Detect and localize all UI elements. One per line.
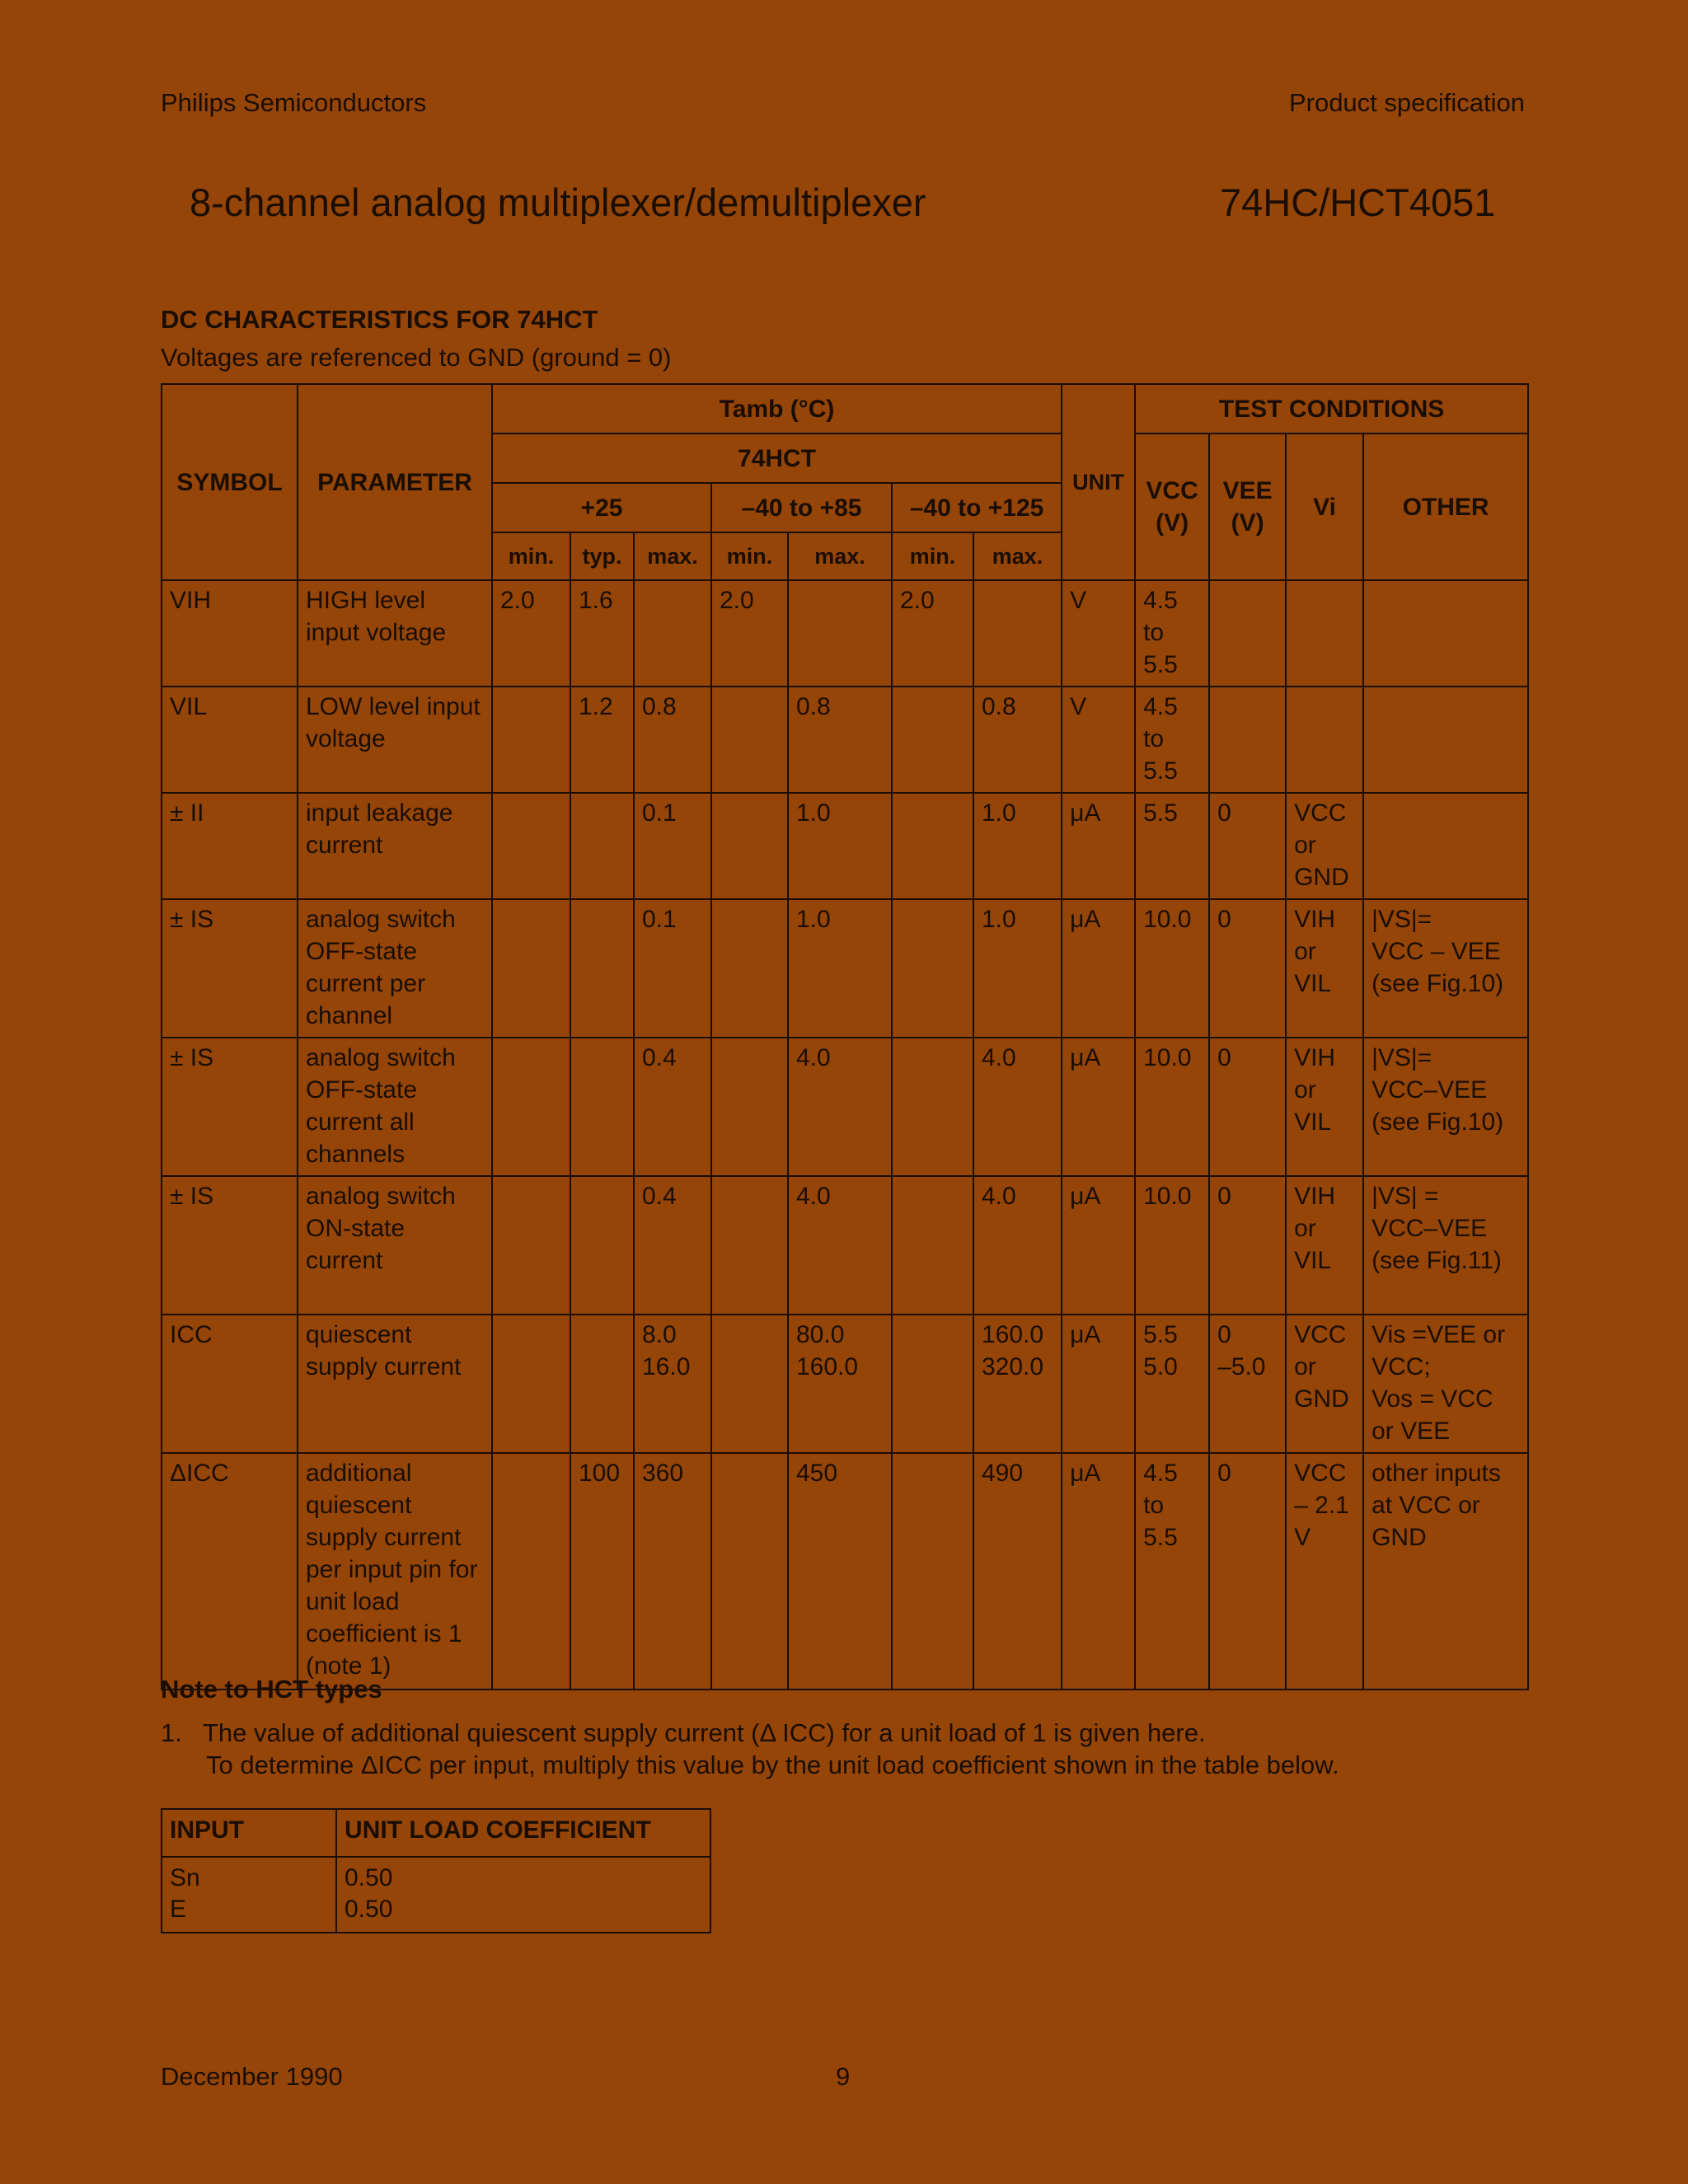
header-min: min. <box>711 532 788 580</box>
table-row <box>162 1315 1528 1453</box>
company-name: Philips Semiconductors <box>161 88 427 117</box>
cell-typ25: 100 <box>570 1453 634 1690</box>
table-row <box>162 793 1528 899</box>
cell-min125: 2.0 <box>892 580 973 687</box>
cell-max25: 8.0 16.0 <box>634 1315 711 1453</box>
cell-max125: 4.0 <box>973 1038 1062 1176</box>
cell-other: Vis =VEE or VCC; Vos = VCC or VEE <box>1363 1315 1528 1453</box>
cell-parameter: analog switch ON-state current <box>298 1176 492 1315</box>
cell-vcc: 10.0 <box>1135 1176 1209 1315</box>
cell-max25: 360 <box>634 1453 711 1690</box>
header-parameter: PARAMETER <box>298 384 492 580</box>
document-title: 8-channel analog multiplexer/demultiplexer <box>190 180 926 224</box>
header-min: min. <box>892 532 973 580</box>
note-number: 1. <box>161 1718 182 1747</box>
cell-vi: VCC or GND <box>1286 793 1363 899</box>
cell-min125 <box>892 899 973 1038</box>
cell-vee: 0 <box>1209 1038 1286 1176</box>
header-min: min. <box>492 532 570 580</box>
note-text-line-2: To determine ΔICC per input, multiply this value by the unit load coefficient shown in the table below. <box>206 1750 1339 1779</box>
cell-vcc: 10.0 <box>1135 899 1209 1038</box>
cell-inputs: Sn E <box>162 1857 336 1933</box>
header-typ: typ. <box>570 532 634 580</box>
cell-max125: 1.0 <box>973 793 1062 899</box>
header-other: OTHER <box>1363 434 1528 580</box>
cell-max125 <box>973 580 1062 687</box>
cell-min125 <box>892 793 973 899</box>
cell-max85: 450 <box>788 1453 892 1690</box>
cell-unit: V <box>1062 580 1135 687</box>
cell-symbol: ΔICC <box>162 1453 298 1690</box>
table-row <box>162 899 1528 1038</box>
cell-parameter: input leakage current <box>298 793 492 899</box>
cell-typ25 <box>570 1038 634 1176</box>
cell-unit: μA <box>1062 1453 1135 1690</box>
cell-min85 <box>711 793 788 899</box>
cell-max25: 0.4 <box>634 1038 711 1176</box>
cell-typ25: 1.2 <box>570 687 634 793</box>
cell-unit: μA <box>1062 899 1135 1038</box>
cell-parameter: LOW level input voltage <box>298 687 492 793</box>
table-row <box>162 1857 710 1933</box>
cell-vi: VCC – 2.1 V <box>1286 1453 1363 1690</box>
cell-typ25: 1.6 <box>570 580 634 687</box>
table-row <box>162 1453 1528 1690</box>
cell-parameter: analog switch OFF-state current per channel <box>298 899 492 1038</box>
cell-symbol: ± IS <box>162 1176 298 1315</box>
header-max: max. <box>788 532 892 580</box>
cell-min85 <box>711 1315 788 1453</box>
note-title: Note to HCT types <box>161 1675 382 1704</box>
cell-max125: 4.0 <box>973 1176 1062 1315</box>
header-input: INPUT <box>162 1809 336 1857</box>
header-max: max. <box>634 532 711 580</box>
cell-min25 <box>492 793 570 899</box>
cell-other: |VS|= VCC – VEE (see Fig.10) <box>1363 899 1528 1038</box>
cell-vi <box>1286 580 1363 687</box>
cell-symbol: VIH <box>162 580 298 687</box>
cell-min25 <box>492 1176 570 1315</box>
cell-typ25 <box>570 1315 634 1453</box>
cell-vcc: 5.5 5.0 <box>1135 1315 1209 1453</box>
cell-min125 <box>892 687 973 793</box>
cell-typ25 <box>570 899 634 1038</box>
header-max: max. <box>973 532 1062 580</box>
cell-max85: 1.0 <box>788 899 892 1038</box>
cell-max25: 0.4 <box>634 1176 711 1315</box>
cell-typ25 <box>570 1176 634 1315</box>
cell-max25: 0.1 <box>634 793 711 899</box>
cell-min125 <box>892 1453 973 1690</box>
cell-vcc: 5.5 <box>1135 793 1209 899</box>
cell-vee: 0 <box>1209 1176 1286 1315</box>
cell-max85 <box>788 580 892 687</box>
table-row <box>162 1176 1528 1315</box>
cell-other <box>1363 687 1528 793</box>
cell-symbol: ± II <box>162 793 298 899</box>
cell-symbol: VIL <box>162 687 298 793</box>
cell-coefficients: 0.50 0.50 <box>336 1857 710 1933</box>
header-unit: UNIT <box>1062 384 1135 580</box>
cell-min25 <box>492 1038 570 1176</box>
cell-vi: VIH or VIL <box>1286 899 1363 1038</box>
cell-min125 <box>892 1315 973 1453</box>
cell-max85: 4.0 <box>788 1176 892 1315</box>
cell-other <box>1363 580 1528 687</box>
header-symbol: SYMBOL <box>162 384 298 580</box>
cell-symbol: ± IS <box>162 1038 298 1176</box>
cell-min25 <box>492 1315 570 1453</box>
cell-vi <box>1286 687 1363 793</box>
table-row <box>162 580 1528 687</box>
header-range-125: –40 to +125 <box>892 483 1062 532</box>
cell-vee <box>1209 687 1286 793</box>
cell-parameter: HIGH level input voltage <box>298 580 492 687</box>
cell-max125: 1.0 <box>973 899 1062 1038</box>
header-range-85: –40 to +85 <box>711 483 892 532</box>
cell-min85 <box>711 899 788 1038</box>
cell-vee: 0 –5.0 <box>1209 1315 1286 1453</box>
cell-max25: 0.1 <box>634 899 711 1038</box>
section-subtitle: Voltages are referenced to GND (ground = 0) <box>161 343 672 372</box>
cell-min85 <box>711 1453 788 1690</box>
cell-vcc: 4.5 to 5.5 <box>1135 1453 1209 1690</box>
cell-other: other inputs at VCC or GND <box>1363 1453 1528 1690</box>
cell-min85 <box>711 1176 788 1315</box>
cell-other: |VS|= VCC–VEE (see Fig.10) <box>1363 1038 1528 1176</box>
cell-symbol: ICC <box>162 1315 298 1453</box>
cell-min85: 2.0 <box>711 580 788 687</box>
cell-other: |VS| = VCC–VEE (see Fig.11) <box>1363 1176 1528 1315</box>
footer-date: December 1990 <box>161 2062 343 2091</box>
cell-min125 <box>892 1176 973 1315</box>
cell-max85: 0.8 <box>788 687 892 793</box>
cell-vcc: 10.0 <box>1135 1038 1209 1176</box>
cell-min25: 2.0 <box>492 580 570 687</box>
cell-min125 <box>892 1038 973 1176</box>
cell-vee: 0 <box>1209 1453 1286 1690</box>
part-number: 74HC/HCT4051 <box>1220 180 1496 224</box>
cell-unit: V <box>1062 687 1135 793</box>
cell-vi: VIH or VIL <box>1286 1038 1363 1176</box>
cell-max85: 1.0 <box>788 793 892 899</box>
cell-vcc: 4.5 to 5.5 <box>1135 687 1209 793</box>
cell-max125: 160.0 320.0 <box>973 1315 1062 1453</box>
table-row <box>162 1038 1528 1176</box>
header-range-25: +25 <box>492 483 711 532</box>
cell-min25 <box>492 1453 570 1690</box>
cell-min25 <box>492 899 570 1038</box>
cell-vi: VIH or VIL <box>1286 1176 1363 1315</box>
section-title: DC CHARACTERISTICS FOR 74HCT <box>161 305 598 334</box>
unit-load-table <box>161 1808 711 1933</box>
header-vi: Vi <box>1286 434 1363 580</box>
header-test-conditions: TEST CONDITIONS <box>1135 384 1528 434</box>
table-row <box>162 687 1528 793</box>
cell-max125: 0.8 <box>973 687 1062 793</box>
cell-unit: μA <box>1062 1176 1135 1315</box>
cell-vee: 0 <box>1209 899 1286 1038</box>
cell-max85: 80.0 160.0 <box>788 1315 892 1453</box>
cell-other <box>1363 793 1528 899</box>
cell-max85: 4.0 <box>788 1038 892 1176</box>
cell-min85 <box>711 687 788 793</box>
header-unit-load-coefficient: UNIT LOAD COEFFICIENT <box>336 1809 710 1857</box>
cell-vee: 0 <box>1209 793 1286 899</box>
page-number: 9 <box>836 2062 851 2091</box>
document-type: Product specification <box>1288 88 1525 117</box>
cell-unit: μA <box>1062 793 1135 899</box>
cell-max125: 490 <box>973 1453 1062 1690</box>
cell-parameter: analog switch OFF-state current all channels <box>298 1038 492 1176</box>
cell-vcc: 4.5 to 5.5 <box>1135 580 1209 687</box>
cell-min85 <box>711 1038 788 1176</box>
cell-unit: μA <box>1062 1315 1135 1453</box>
cell-vee <box>1209 580 1286 687</box>
cell-min25 <box>492 687 570 793</box>
cell-typ25 <box>570 793 634 899</box>
note-text-line-1: The value of additional quiescent supply current (Δ ICC) for a unit load of 1 is given here. <box>203 1718 1206 1747</box>
cell-parameter: additional quiescent supply current per input pin for unit load coefficient is 1 (note 1) <box>298 1453 492 1690</box>
header-family: 74HCT <box>492 434 1062 483</box>
dc-characteristics-table <box>161 383 1529 1690</box>
cell-symbol: ± IS <box>162 899 298 1038</box>
header-vcc: VCC (V) <box>1135 434 1209 580</box>
cell-unit: μA <box>1062 1038 1135 1176</box>
cell-vi: VCC or GND <box>1286 1315 1363 1453</box>
cell-parameter: quiescent supply current <box>298 1315 492 1453</box>
header-vee: VEE (V) <box>1209 434 1286 580</box>
header-tamb: Tamb (°C) <box>492 384 1062 434</box>
cell-max25: 0.8 <box>634 687 711 793</box>
cell-max25 <box>634 580 711 687</box>
